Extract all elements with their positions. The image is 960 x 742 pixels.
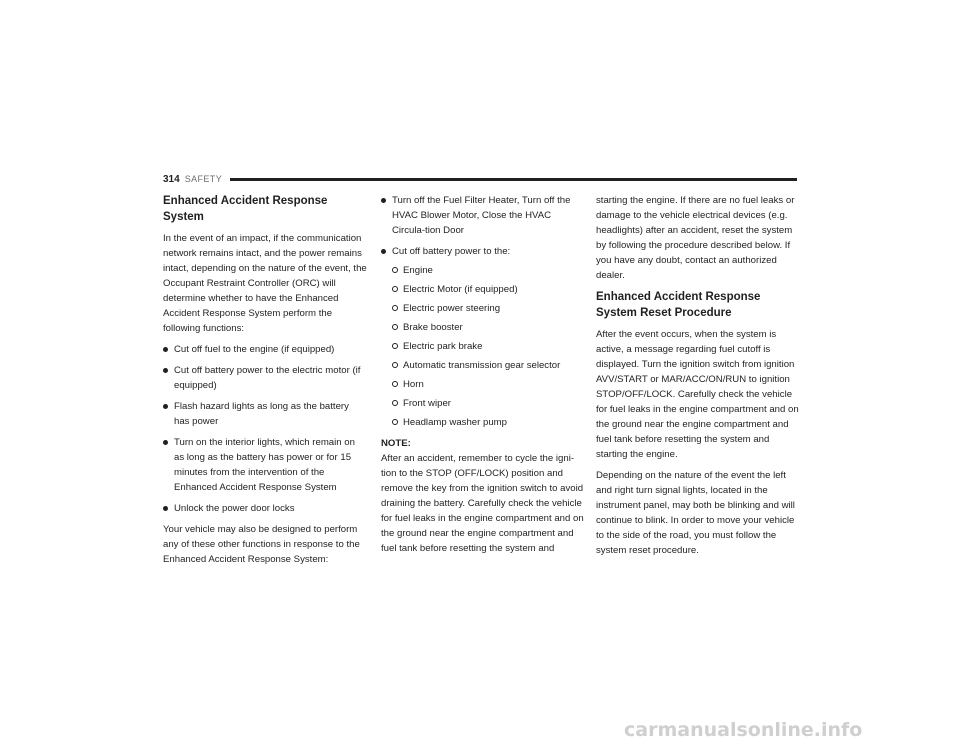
sub-list-item: Brake booster <box>392 320 585 335</box>
section-heading: Enhanced Accident Response System <box>163 195 328 223</box>
sub-list-item: Electric park brake <box>392 339 585 354</box>
list-item: Cut off battery power to the electric motor (if equipped) <box>163 363 367 393</box>
power-cutoff-sublist <box>392 263 585 430</box>
function-list <box>163 342 367 516</box>
other-functions-list <box>381 193 585 430</box>
page-header <box>163 171 797 187</box>
list-item: Unlock the power door locks <box>163 501 367 516</box>
list-item: Turn off the Fuel Filter Heater, Turn off the HVAC Blower Motor, Close the HVAC Circula-tion Door <box>381 193 585 238</box>
column-2 <box>381 193 585 556</box>
list-item: Cut off fuel to the engine (if equipped) <box>163 342 367 357</box>
list-item <box>381 244 585 430</box>
list-item: Flash hazard lights as long as the battery has power <box>163 399 367 429</box>
sub-list-item: Electric Motor (if equipped) <box>392 282 585 297</box>
note-block <box>381 436 585 556</box>
continuation-paragraph: starting the engine. If there are no fuel leaks or damage to the vehicle electrical devices (e.g. headlights) after an accident, reset the system by following the procedure described below. If you have any doubt, contact an authorized dealer. <box>596 195 795 281</box>
reset-paragraph-1: After the event occurs, when the system is active, a message regarding fuel cutoff is displayed. Turn the ignition switch from ignition AVV/START or MAR/ACC/ON/RUN to ignition STOP/OFF/LOCK. Carefully check the vehicle for fuel leaks in the engine compartment and on the ground near the engine compartment and fuel tank before resetting the system and starting the engine. <box>596 329 799 460</box>
outro-paragraph: Your vehicle may also be designed to perform any of these other functions in response to the Enhanced Accident Response System: <box>163 524 360 565</box>
column-1 <box>163 193 367 573</box>
sub-list-item: Electric power steering <box>392 301 585 316</box>
page-number: 314 <box>163 173 180 185</box>
sub-list-item: Automatic transmission gear selector <box>392 358 585 373</box>
list-item-label: Cut off battery power to the: <box>392 246 511 257</box>
watermark: carmanualsonline.info <box>624 719 863 741</box>
sub-list-item: Front wiper <box>392 396 585 411</box>
sub-list-item: Headlamp washer pump <box>392 415 585 430</box>
intro-paragraph: In the event of an impact, if the communication network remains intact, and the power remains intact, depending on the nature of the event, the Occupant Restraint Controller (ORC) will determine whether to have the Enhanced Accident Response System perform the following functions: <box>163 233 367 334</box>
header-rule <box>230 178 797 181</box>
section-title: SAFETY <box>184 174 223 184</box>
reset-paragraph-2: Depending on the nature of the event the left and right turn signal lights, located in the instrument panel, may both be blinking and will continue to blink. In order to move your vehicle to the side of the road, you must follow the system reset procedure. <box>596 470 795 556</box>
sub-list-item: Horn <box>392 377 585 392</box>
reset-procedure-heading: Enhanced Accident Response System Reset Procedure <box>596 291 761 319</box>
column-3 <box>596 193 801 564</box>
note-label: NOTE: <box>381 438 411 449</box>
list-item: Turn on the interior lights, which remain on as long as the battery has power or for 15 minutes from the intervention of the Enhanced Accident Response System <box>163 435 367 495</box>
note-text: After an accident, remember to cycle the igni-tion to the STOP (OFF/LOCK) position and remove the key from the ignition switch to avoid draining the battery. Carefully check the vehicle for fuel leaks in the engine compartment and on the ground near the engine compartment and fuel tank before resetting the system and <box>381 453 584 554</box>
sub-list-item: Engine <box>392 263 585 278</box>
